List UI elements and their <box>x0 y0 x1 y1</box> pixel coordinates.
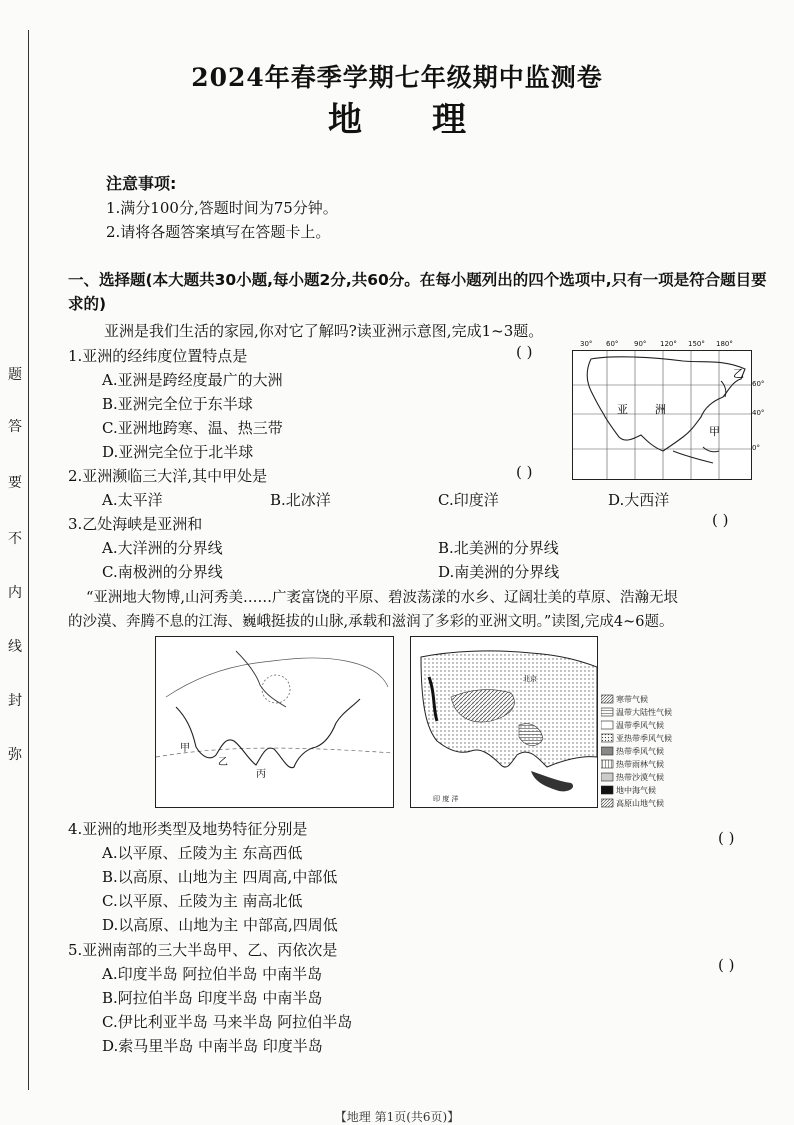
question-stem: 5.亚洲南部的三大半岛甲、乙、丙依次是 <box>68 941 338 959</box>
option: B.北美洲的分界线 <box>438 539 559 557</box>
answer-paren: ( ) <box>718 956 735 974</box>
section-title: 一、选择题(本大题共30小题,每小题2分,共60分。在每小题列出的四个选项中,只有一项是符合题目要求的) <box>68 271 767 313</box>
legend-label: 热带雨林气候 <box>616 760 664 769</box>
option: C.伊比利亚半岛 马来半岛 阿拉伯半岛 <box>102 1013 353 1031</box>
option: D.亚洲完全位于北半球 <box>102 443 254 461</box>
binding-char: 题 <box>8 367 22 383</box>
lon-label: 120° <box>660 340 677 348</box>
lon-label: 180° <box>716 340 733 348</box>
map-label-asia-2: 洲 <box>655 403 666 416</box>
subject-title: 地理 <box>328 100 536 140</box>
answer-paren: ( ) <box>718 829 735 847</box>
binding-char: 线 <box>8 639 22 655</box>
option: D.以高原、山地为主 中部高,四周低 <box>102 916 338 934</box>
peninsula-map-drawing <box>156 637 393 807</box>
climate-map-drawing <box>411 637 597 807</box>
question-stem: 4.亚洲的地形类型及地势特征分别是 <box>68 820 308 838</box>
option: D.南美洲的分界线 <box>438 563 560 581</box>
page-footer: 【地理 第1页(共6页)】 <box>334 1110 460 1124</box>
legend-label: 寒带气候 <box>616 695 648 704</box>
answer-paren: ( ) <box>516 343 533 361</box>
intro-text: “亚洲地大物博,山河秀美……广袤富饶的平原、碧波荡漾的水乡、辽阔壮美的草原、浩瀚无垠 <box>86 590 679 606</box>
option: A.亚洲是跨经度最广的大洲 <box>102 371 283 389</box>
asia-sketch-map <box>572 350 752 480</box>
binding-char: 答 <box>8 419 22 435</box>
binding-char: 封 <box>8 693 22 709</box>
intro-text: 的沙漠、奔腾不息的江海、巍峨挺拔的山脉,承载和滋润了多彩的亚洲文明。”读图,完成4~6题。 <box>68 614 674 630</box>
legend-label: 高原山地气候 <box>616 799 664 808</box>
asia-climate-map <box>410 636 598 808</box>
map-label-yi: 乙 <box>733 367 744 380</box>
map-label-jia: 甲 <box>180 743 190 754</box>
option: A.以平原、丘陵为主 东高西低 <box>102 844 303 862</box>
binding-fold-line <box>28 30 29 1090</box>
lat-label: 60° <box>752 380 765 388</box>
lon-label: 30° <box>580 340 593 348</box>
legend-label: 地中海气候 <box>616 786 656 795</box>
binding-char: 内 <box>8 585 22 601</box>
map-label-yi: 乙 <box>218 757 228 768</box>
option: D.大西洋 <box>608 491 670 509</box>
notice-item: 1.满分100分,答题时间为75分钟。 <box>106 199 338 217</box>
binding-char: 弥 <box>8 747 22 763</box>
notice-heading: 注意事项: <box>106 174 177 193</box>
legend-label: 温带大陆性气候 <box>616 708 672 717</box>
legend-label: 亚热带季风气候 <box>616 734 672 743</box>
question-stem: 3.乙处海峡是亚洲和 <box>68 515 203 533</box>
map-label-asia-1: 亚 <box>617 403 628 416</box>
map-label-bing: 丙 <box>256 769 266 780</box>
answer-paren: ( ) <box>712 511 729 529</box>
legend-label: 热带季风气候 <box>616 747 664 756</box>
lat-label: 40° <box>752 409 765 417</box>
question-stem: 1.亚洲的经纬度位置特点是 <box>68 347 248 365</box>
legend-label: 温带季风气候 <box>616 721 664 730</box>
option: C.印度洋 <box>438 491 499 509</box>
option: A.印度半岛 阿拉伯半岛 中南半岛 <box>102 965 323 983</box>
option: A.大洋洲的分界线 <box>102 539 223 557</box>
intro-text: 亚洲是我们生活的家园,你对它了解吗?读亚洲示意图,完成1~3题。 <box>104 322 544 340</box>
question-stem: 2.亚洲濒临三大洋,其中甲处是 <box>68 467 268 485</box>
option: A.太平洋 <box>102 491 163 509</box>
lon-label: 90° <box>634 340 647 348</box>
option: C.以平原、丘陵为主 南高北低 <box>102 892 303 910</box>
option: B.以高原、山地为主 四周高,中部低 <box>102 868 338 886</box>
map-label-jia: 甲 <box>709 425 720 438</box>
binding-char: 不 <box>8 531 22 547</box>
asia-peninsula-map <box>155 636 394 808</box>
option: B.亚洲完全位于东半球 <box>102 395 253 413</box>
option: B.阿拉伯半岛 印度半岛 中南半岛 <box>102 989 323 1007</box>
option: C.南极洲的分界线 <box>102 563 223 581</box>
exam-title: 2024年春季学期七年级期中监测卷 <box>191 63 603 92</box>
map-label-ocean: 印 度 洋 <box>433 795 459 803</box>
option: D.索马里半岛 中南半岛 印度半岛 <box>102 1037 323 1055</box>
option: B.北冰洋 <box>270 491 331 509</box>
lon-label: 60° <box>606 340 619 348</box>
lon-label: 150° <box>688 340 705 348</box>
option: C.亚洲地跨寒、温、热三带 <box>102 419 283 437</box>
lat-label: 0° <box>752 444 760 452</box>
map-label-beijing: 北京 <box>523 675 537 683</box>
binding-char: 要 <box>8 475 22 491</box>
asia-map-drawing <box>573 351 751 479</box>
notice-item: 2.请将各题答案填写在答题卡上。 <box>106 223 331 241</box>
answer-paren: ( ) <box>516 463 533 481</box>
legend-label: 热带沙漠气候 <box>616 773 664 782</box>
